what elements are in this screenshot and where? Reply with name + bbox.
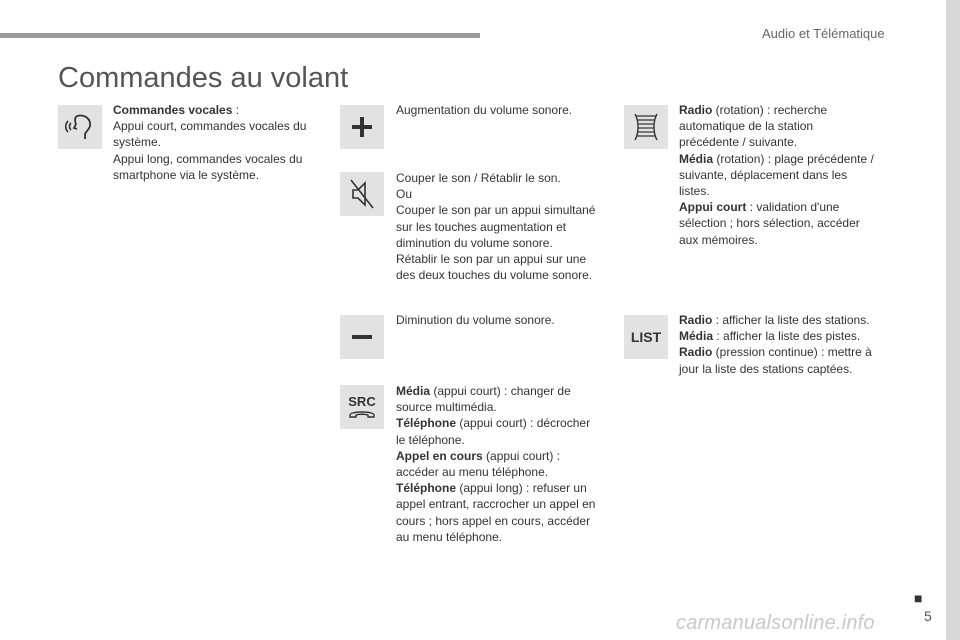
- src-label: SRC: [348, 393, 376, 409]
- src-phone-icon: [340, 385, 384, 429]
- watermark: carmanualsonline.info: [676, 612, 875, 634]
- thumbwheel-icon: [624, 105, 668, 149]
- volume-up-description: Augmentation du volume sonore.: [396, 103, 573, 117]
- plus-icon: [340, 105, 384, 149]
- mute-description: Couper le son / Rétablir le son. Ou Couper le son par un appui simultané sur les touches augmentation et diminution du volume sonore. Rétablir le son par un appui sur une des deux touches du volume sonore.: [396, 171, 596, 283]
- volume-down-description: Diminution du volume sonore.: [396, 313, 555, 327]
- voice-command-icon: [58, 105, 102, 149]
- section-header: Audio et Télématique: [762, 26, 885, 41]
- list-label: LIST: [630, 329, 662, 345]
- end-of-section-mark: ■: [914, 590, 923, 606]
- thumbwheel-description: Radio (rotation) : recherche automatique de la station précédente / suivante. Média (rotation) : plage précédente / suivante, déplacement dans les listes. Appui court : validation d'une sélection ; hors sélection, accéder aux mémoires.: [679, 103, 874, 247]
- src-description: Média (appui court) : changer de source multimédia. Téléphone (appui court) : décrocher le téléphone. Appel en cours (appui court) : accéder au menu téléphone. Téléphone (appui long) : refuser un appel entrant, raccrocher un appel en cours ; hors appel en cours, accéder au menu téléphone.: [396, 384, 596, 544]
- mute-icon: [340, 172, 384, 216]
- list-icon: [624, 315, 668, 359]
- phone-handset-icon: [347, 408, 377, 420]
- voice-command-description: Commandes vocales : Appui court, commandes vocales du système. Appui long, commandes vocales du smartphone via le système.: [113, 103, 307, 182]
- list-description: Radio : afficher la liste des stations. Média : afficher la liste des pistes. Radio (pression continue) : mettre à jour la liste des stations captées.: [679, 313, 872, 376]
- header-rule: [0, 33, 480, 38]
- page-title: Commandes au volant: [58, 62, 349, 94]
- minus-icon: [340, 315, 384, 359]
- page-edge-strip: [946, 0, 960, 640]
- page-number: 5: [924, 608, 932, 624]
